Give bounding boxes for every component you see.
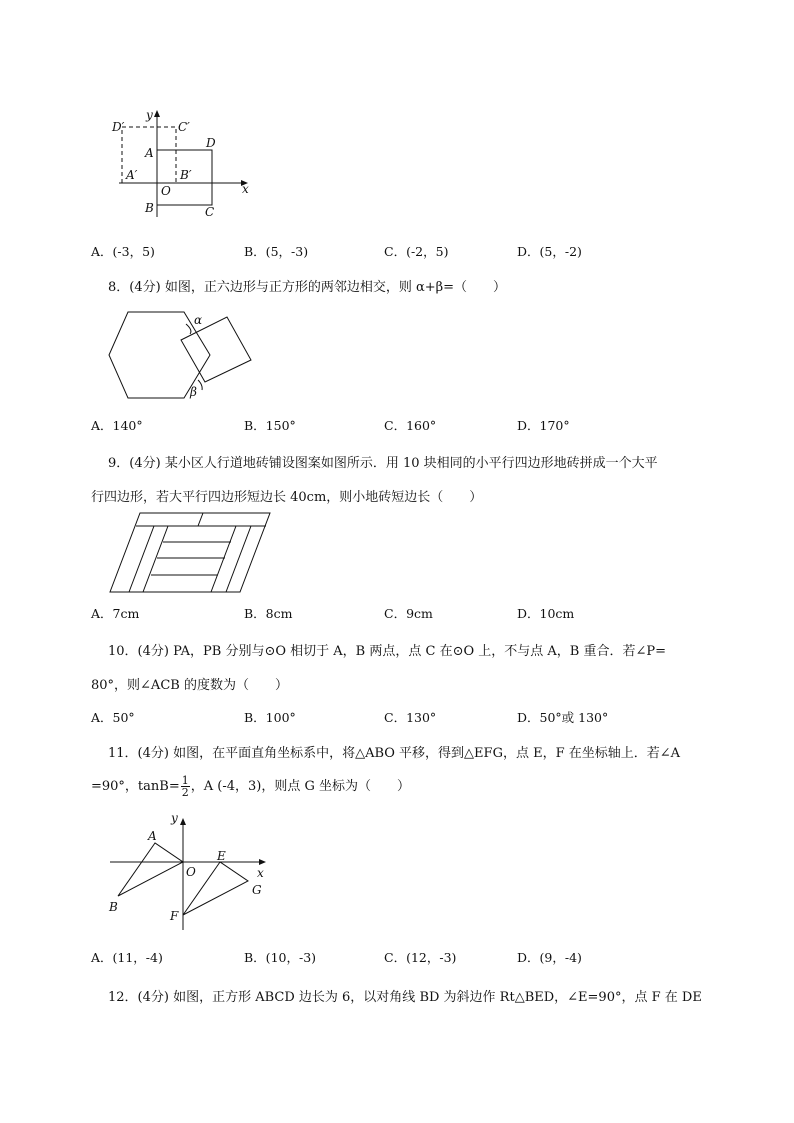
q9-question-line2: 行四边形，若大平行四边形短边长 40cm，则小地砖短边长（ ） bbox=[91, 490, 483, 505]
q7-option-d: D．(5，-2) bbox=[517, 244, 582, 259]
q11-option-a: A．(11，-4) bbox=[91, 950, 163, 965]
q8-option-d: D．170° bbox=[517, 418, 570, 433]
q11-label-y: y bbox=[171, 811, 178, 825]
q9-option-c: C．9cm bbox=[384, 606, 433, 621]
q7-option-c: C．(-2，5) bbox=[384, 244, 449, 259]
q10-option-a: A．50° bbox=[91, 710, 135, 725]
q11-y-arrow-icon bbox=[180, 818, 186, 825]
q11-label-a: A bbox=[148, 829, 157, 843]
q11-line2-post: ，A (-4，3)，则点 G 坐标为（ ） bbox=[190, 779, 410, 794]
q11-option-c: C．(12，-3) bbox=[384, 950, 457, 965]
q11-frac-numerator: 1 bbox=[181, 774, 189, 787]
q11-label-e: E bbox=[217, 849, 226, 863]
q7-label-d: D bbox=[206, 136, 216, 150]
q11-option-d: D．(9，-4) bbox=[517, 950, 582, 965]
q11-label-o: O bbox=[186, 865, 196, 879]
q11-x-arrow-icon bbox=[259, 859, 266, 865]
q7-option-a: A．(-3，5) bbox=[91, 244, 155, 259]
q9-option-d: D．10cm bbox=[517, 606, 575, 621]
q11-label-x: x bbox=[257, 866, 264, 880]
q8-label-beta: β bbox=[190, 385, 197, 399]
q7-label-y: y bbox=[146, 108, 153, 122]
q10-option-d: D．50°或 130° bbox=[517, 710, 609, 725]
q7-label-c: C bbox=[205, 205, 215, 219]
q7-label-a-prime: A′ bbox=[126, 168, 138, 182]
q11-line2-pre: =90°，tanB= bbox=[91, 779, 180, 794]
q9-option-a: A．7cm bbox=[91, 606, 140, 621]
q7-label-a: A bbox=[145, 146, 154, 160]
q11-frac-denominator: 2 bbox=[181, 786, 189, 799]
q10-option-c: C．130° bbox=[384, 710, 437, 725]
q8-label-alpha: α bbox=[194, 313, 203, 327]
q9-option-b: B．8cm bbox=[244, 606, 293, 621]
q11-label-g: G bbox=[252, 883, 262, 897]
q11-label-f: F bbox=[170, 909, 179, 923]
q8-question-text: 8．(4分) 如图，正六边形与正方形的两邻边相交，则 α+β=（ ） bbox=[108, 280, 507, 295]
q7-label-d-prime: D′ bbox=[112, 120, 125, 134]
q7-label-b-prime: B′ bbox=[180, 168, 192, 182]
q11-option-b: B．(10，-3) bbox=[244, 950, 317, 965]
q12-question-text: 12．(4分) 如图，正方形 ABCD 边长为 6，以对角线 BD 为斜边作 Rt△BED，∠E=90°，点 F 在 DE bbox=[108, 990, 702, 1005]
q10-option-b: B．100° bbox=[244, 710, 296, 725]
q8-option-a: A．140° bbox=[91, 418, 143, 433]
q9-question-line1: 9．(4分) 某小区人行道地砖铺设图案如图所示．用 10 块相同的小平行四边形地砖拼成一个大平 bbox=[108, 456, 658, 471]
q7-label-o: O bbox=[161, 184, 171, 198]
q7-option-b: B．(5，-3) bbox=[244, 244, 309, 259]
q7-label-x: x bbox=[242, 182, 249, 196]
q8-option-c: C．160° bbox=[384, 418, 437, 433]
q8-option-b: B．150° bbox=[244, 418, 296, 433]
q7-label-c-prime: C′ bbox=[178, 120, 190, 134]
q7-label-b: B bbox=[145, 201, 154, 215]
q11-question-line1: 11．(4分) 如图，在平面直角坐标系中，将△ABO 平移，得到△EFG，点 E，F 在坐标轴上．若∠A bbox=[108, 746, 681, 761]
q10-question-line2: 80°，则∠ACB 的度数为（ ） bbox=[91, 678, 288, 693]
q11-label-b: B bbox=[109, 900, 118, 914]
q10-question-line1: 10．(4分) PA，PB 分别与⊙O 相切于 A，B 两点，点 C 在⊙O 上，不与点 A，B 重合．若∠P= bbox=[108, 644, 666, 659]
q11-triangle-abo bbox=[118, 843, 183, 896]
